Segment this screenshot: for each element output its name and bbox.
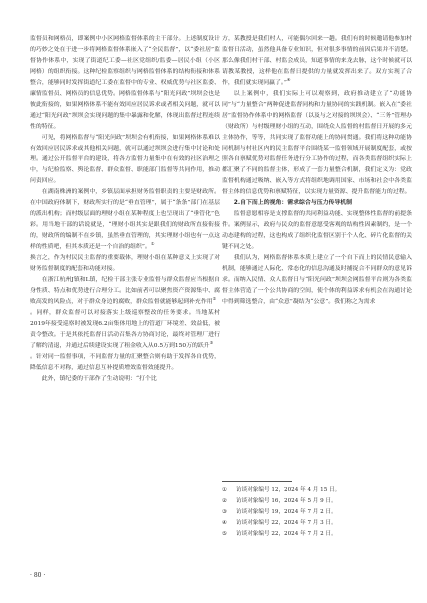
- footnote-item: [222, 518, 412, 529]
- footnote-divider: [222, 481, 292, 482]
- body-paragraph: [30, 352, 220, 374]
- body-paragraph: [30, 187, 220, 253]
- paragraph-text: 方，某教授是我们村人，可能偶尔回来一趟。我们有的时候邀请他参加村监督日活动，虽然他具备专业知识，但对很多事情的前因后果并不清楚。那么像我们村干部、村监会成员，知道事情的来龙去脉，这个时候就可以请教某教授，这样他在监督日提供的力量就发挥出来了。双方实现了合作，我们就实现同赢了。”: [222, 36, 412, 86]
- page-number: · 80 ·: [30, 572, 46, 579]
- footnote-text: 访谈对象编号 16，2024 年 5 月 9 日。: [236, 498, 337, 504]
- paragraph-text: 监督员和网格员，即案例中小区网格监督体系的主干部分。上述制度设计的巧妙之处在于进一步将网格监督体系嵌入了“全民监督”，以“委社居”监督协作体系中，实现了街道纪工委—社区党组织/监委—居民小组（小区网格）的组织衔接。这种纪检监察组织与网格监督体系的结构衔接和体系整合，能够同时发挥街道纪工委在监督中的专业、权威优势与社区监委、廉情监督员、网格员的信息优势。网格监督体系与“阳光问政”坝坝会也是彼此衔接的，如果网格体系不能有效回应居民诉求或者相关问题，就可以通过“阳光问政”坝坝会实现问题的集中暴露和化解，体现出监督过程连续性的特征。: [30, 36, 220, 130]
- footnote-item: [222, 496, 412, 507]
- paragraph-text: 换言之，作为村民民主监督的重要载体，理财小组在某种意义上实现了对财务监督制度的配套和功能对接。: [30, 255, 220, 273]
- footnote-reference: ④: [286, 76, 291, 82]
- footnote-reference: ①: [150, 241, 155, 247]
- footnote-item: [222, 485, 412, 496]
- footnote-text: 访谈对象编号 22，2024 年 7 月 3 日。: [236, 520, 337, 526]
- body-paragraph: [30, 308, 220, 352]
- footnotes: [222, 485, 412, 540]
- footnote-item: [222, 529, 412, 540]
- footnote-reference: ③: [209, 339, 214, 345]
- footnote-text: 访谈对象编号 22，2024 年 7 月 2 日。: [236, 531, 337, 537]
- paragraph-text: 监督意愿相容是支撑监督的共同利益功能、实现整体性监督的前提条件。案例显示，政府与民众的监督意愿受客观的结构性因素制约，是一个动态建构的过程，这也构成了组织化监督区别于个人化、碎片化监督的关键不同之处。: [222, 211, 412, 251]
- left-column: [30, 34, 220, 385]
- paragraph-text: 在浙江杭州J镇和L镇，纪检干部主张专业监督与群众监督应当根据自身性质、特点和优势进行合理分工。比如前者可以聚焦资产资源集中、腐败高发的风险点，对于群众身边的腐败，群众监督就能够起到补充作用: [30, 276, 220, 305]
- paragraph-text: 。针对同一监督事项，不同监督力量的汇聚整合则有助于发挥各自优势，降低信息不对称，通过信息互补提质增效监督效能提升。: [30, 353, 220, 371]
- body-paragraph: [222, 209, 412, 253]
- body-paragraph: [30, 34, 220, 133]
- body-paragraph: [222, 89, 412, 199]
- footnote-marker: ③: [222, 509, 228, 515]
- paragraph-text: 可见，将网格监督与“阳光问政”坝坝会有机衔接，如果网格体系难以有效回应居民诉求或其他相关问题，就可以通过坝坝会进行集中讨论和处理。通过公开监督平台的建设，将各方监督力量集中在有效的社区治理之中，与纪检监察、舆论监督、群众监督、职能部门监督等共同作用，推动问责回应。: [30, 134, 220, 185]
- subheading-text: 2.自下而上的视角：需求综合与压力传导机制: [233, 200, 353, 207]
- footnote-marker: ⑤: [222, 531, 228, 537]
- footnote-item: [222, 507, 412, 518]
- body-paragraph: [30, 275, 220, 308]
- paragraph-text: 我们认为，网格监督体系本质上建立了一个自下而上的民情民意输入机制，能够通过人际化、常态化的信息沟通及时捕捉合不同群众的意见诉求。而纳入民情、众人监督日与“阳光问政”坝坝会网监督平台则为各类监督主体营造了一个公共协商的空间，使个体的利益诉求有机会在沟通讨论中得到筛选整合，由“众意”凝结为“公意”。我们称之为需求: [222, 255, 412, 305]
- body-paragraph: [30, 253, 220, 275]
- paragraph-text: 在湖南株洲的案例中，乡镇层面承担财务监督职责的主要是财政所。在中国政府体制下，财政所实行的是“垂直管理”，属于“条条”部门在基层的派出机构；而村级层面的理财小组在某种程度上也呈现出了“垂管化”色彩。用当地干部的话说就是，“理财小组其实是跟我们的财政所直接衔接的，财政所的编制不在乡镇，虽然垂直管理的，其实理财小组也有一点这样的性质吧，但其本质还是一个自治的组织”。: [30, 189, 220, 251]
- body-paragraph: [30, 374, 220, 385]
- footnote-text: 访谈对象编号 12，2024 年 4 月 15 日。: [236, 487, 341, 493]
- paragraph-text: 此外，镇纪委的干部作了生动说明：“打个比: [41, 375, 157, 382]
- body-paragraph: [30, 133, 220, 188]
- section-subheading: [222, 198, 412, 209]
- footnote-marker: ②: [222, 498, 228, 504]
- footnote-marker: ④: [222, 520, 228, 526]
- right-column: [222, 34, 412, 308]
- paragraph-text: 。同样，群众监督可以对接落实上级巡察整改的任务要求。当地某村2019年接受巡察时被发现6.2亩集体用地上的管道厂环境差、效益低，被责令整改。于是其依托监督日活动召集各方协商讨论，最终对管理厂进行了解约清退，并通过后续建设实现了租金收入从0.5万到150万的跃升: [30, 309, 220, 349]
- footnote-reference: ②: [212, 295, 217, 301]
- footnote-marker: ①: [222, 487, 228, 493]
- body-paragraph: [222, 253, 412, 308]
- body-paragraph: [222, 34, 412, 89]
- paragraph-text: 以上案例中，我们实际上可以观察到，政府推动建立了“功能协同”与“力量整合”两种促进监督同构和力量协同的实践机制。嵌入在“委社居”监督协作体系中的网格监督（以及与之对接的坝坝会）、“三务”管理办（财政所）与村级理财小组的互动，围绕众人监督的村监督日开展的多元主体协作，等等，共同实现了监督功能上的协同贯通。我们将这种功能协同机制与村社区内的民主监督平台围绕某一监督领域开展制度配套，或按照各自禀赋优势对监督任务进行分工协作的过程，而各类监督组织实际上都汇聚了不同的监督主体，形成了一套力量整合机制，我们定义为：党政监督机构通过吸纳、嵌入等方式将组织地调用国家、市场和社会中各类监督主体的信息优势和禀赋特征，以实现力量资源、提升监督能力的过程。: [222, 90, 412, 196]
- footnote-text: 访谈对象编号 19，2024 年 7 月 2 日。: [236, 509, 337, 515]
